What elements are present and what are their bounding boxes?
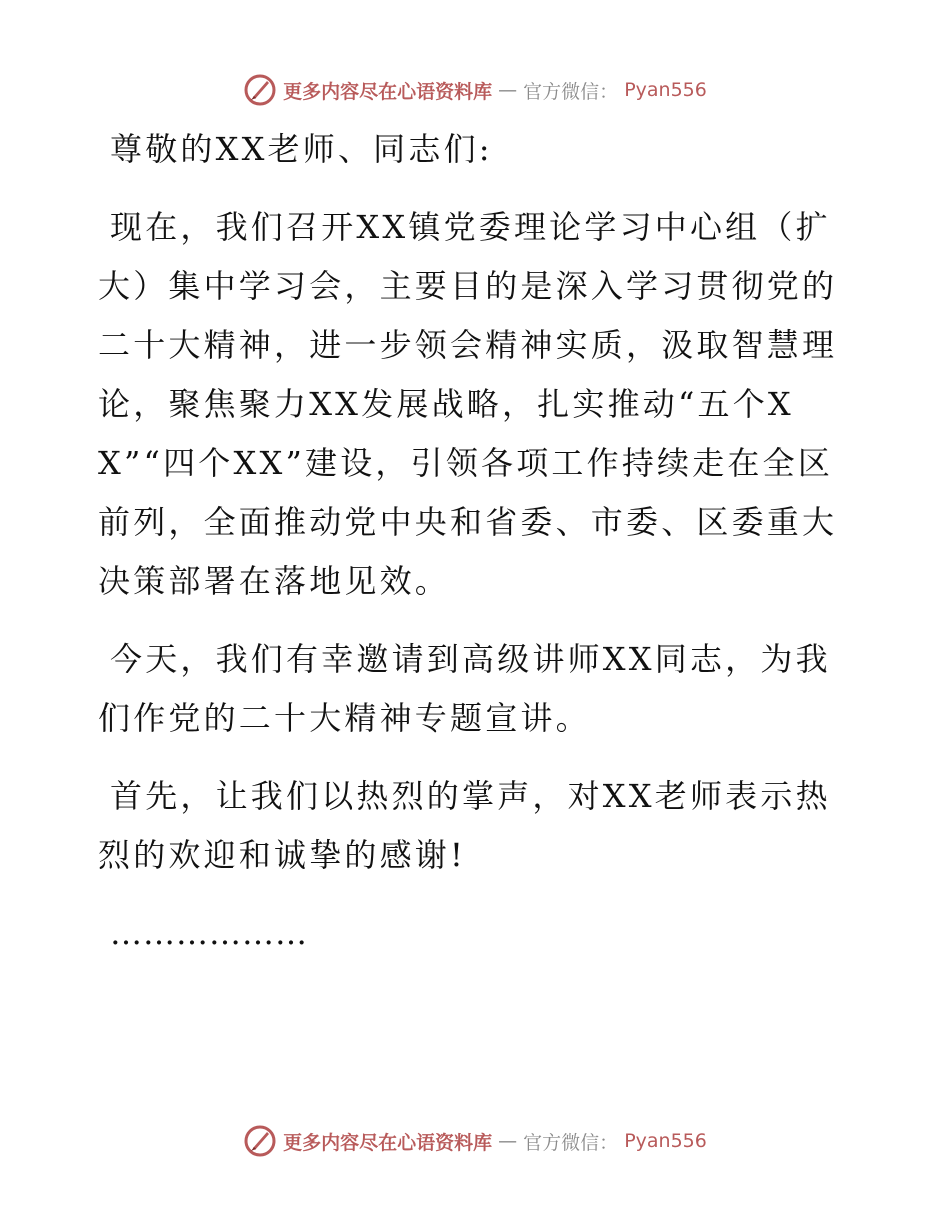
- watermark-dash: —: [498, 79, 518, 101]
- ellipsis: ………………: [110, 914, 308, 952]
- watermark-wechat-label: 官方微信：: [523, 1131, 619, 1154]
- footer-watermark: [0, 1121, 950, 1161]
- quill-seal-icon: [243, 73, 277, 107]
- watermark-brand: 更多内容尽在心语资料库: [283, 1131, 493, 1154]
- watermark-wechat-label: 官方微信：: [523, 80, 619, 103]
- watermark-brand: 更多内容尽在心语资料库: [283, 80, 493, 103]
- paragraph-welcome: 首先，让我们以热烈的掌声，对XX老师表示热烈的欢迎和诚挚的感谢!: [98, 777, 831, 874]
- watermark-wechat-id: Pyan556: [624, 79, 707, 101]
- greeting: 尊敬的XX老师、同志们:: [110, 130, 493, 168]
- watermark-wechat-id: Pyan556: [624, 1130, 707, 1152]
- header-watermark: [0, 70, 950, 110]
- paragraph-speaker: 今天，我们有幸邀请到高级讲师XX同志，为我们作党的二十大精神专题宣讲。: [98, 640, 831, 737]
- quill-seal-icon: [243, 1124, 277, 1158]
- document-body: [98, 120, 858, 963]
- watermark-dash: —: [498, 1130, 518, 1152]
- paragraph-intro: 现在，我们召开XX镇党委理论学习中心组（扩大）集中学习会，主要目的是深入学习贯彻党的二十大精神，进一步领会精神实质，汲取智慧理论，聚焦聚力XX发展战略，扎实推动“五个XX”“四个XX”建设，引领各项工作持续走在全区前列，全面推动党中央和省委、市委、区委重大决策部署在落地见效。: [98, 208, 838, 600]
